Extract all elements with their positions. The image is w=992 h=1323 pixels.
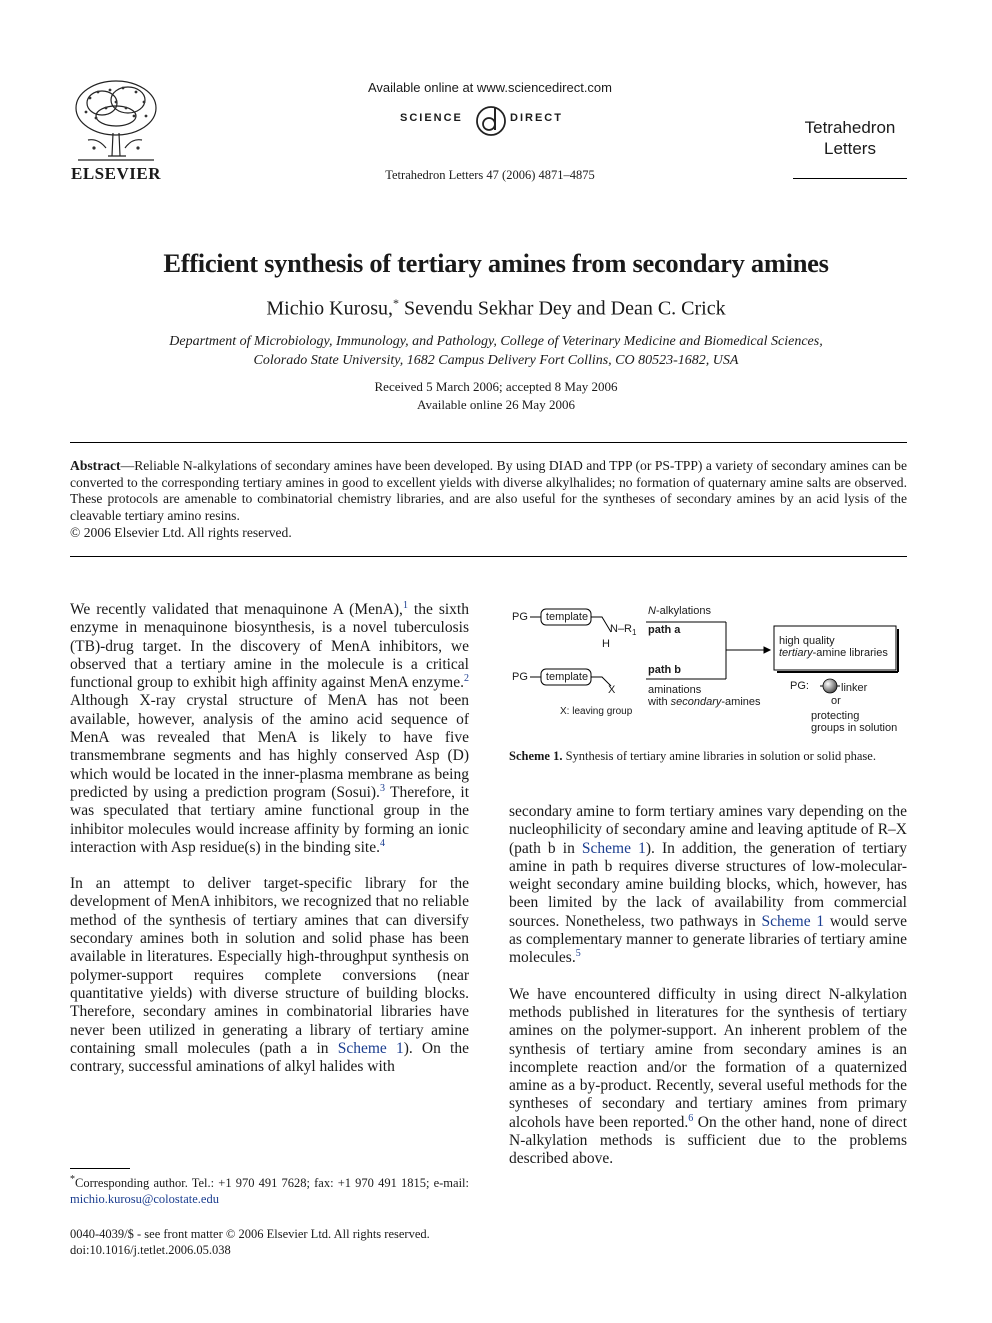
abstract xyxy=(70,458,907,542)
author-kurosu: Michio Kurosu, xyxy=(266,297,394,320)
text-run: ). In addition, the generation of tertiary amine in path b requires diverse structures of low-molecular-weight secondary amine building blocks, which, however, has been limited by the lack of availability from commercial sources. Nonetheless, two pathways in xyxy=(509,839,907,930)
caption-label: Scheme 1. xyxy=(509,749,563,763)
author-others: Sevendu Sekhar Dey and Dean C. Crick xyxy=(399,297,726,320)
journal-rule xyxy=(793,178,907,179)
affiliation-line1: Department of Microbiology, Immunology, and Pathology, College of Veterinary Medicine and Biomedical Sciences, xyxy=(169,334,823,349)
publisher-name: ELSEVIER xyxy=(71,164,161,183)
sciencedirect-logo xyxy=(370,102,610,138)
corresponding-footnote xyxy=(70,1172,469,1207)
paragraph xyxy=(509,986,907,1169)
text-run: -amines xyxy=(721,696,761,708)
received-date: Received 5 March 2006; accepted 8 May 2006 xyxy=(374,379,618,394)
pg-label-3: PG: xyxy=(790,680,809,692)
reference-2[interactable]: 2 xyxy=(464,673,469,685)
h-label: H xyxy=(602,638,610,650)
scheme-1-link[interactable]: Scheme 1 xyxy=(337,1039,404,1057)
text-run: We have encountered difficulty in using direct N-alkylation methods published in literatures for the synthesis of tertiary amines on the polymer-support. An inherent problem of the synthesis of tertiary amine from secondary amines is an incomplete reaction and/or the formation of a quaternized amine as a by-product. Recently, several useful methods for the syntheses of secondary and tertiary amines from primary alcohols have been reported. xyxy=(509,985,907,1131)
footnote-mark: * xyxy=(70,1174,75,1185)
text-run: N–R xyxy=(610,623,633,635)
footnote-text: Corresponding author. Tel.: +1 970 491 7628; fax: +1 970 491 1815; e-mail: xyxy=(75,1176,469,1191)
text-run: Although X-ray crystal structure of MenA has not been available, however, analysis of the amino acid sequence of MenA was revealed that MenA is likely to have five transmembrane segments and has highly conserved Asp (D) which would be located in the inner-plasma membrane as being predicted by using a prediction program (Sosui). xyxy=(70,692,469,801)
text-run: Therefore, it was speculated that tertiary amine functional group in the inhibitor molecules would increase affinity by forming an ionic interaction with Asp residue(s) in the binding site. xyxy=(70,783,469,856)
journal-name xyxy=(780,117,920,159)
article-dates xyxy=(70,378,922,414)
protecting-label: protecting xyxy=(811,710,860,722)
paragraph xyxy=(509,803,907,968)
or-label: or xyxy=(831,695,841,707)
reference-5[interactable]: 5 xyxy=(575,948,581,960)
body-right-column xyxy=(509,803,907,1169)
groups-in-solution-label: groups in solution xyxy=(811,722,898,734)
subscript: 1 xyxy=(632,628,637,638)
front-matter xyxy=(70,1226,510,1258)
text-run: -amine libraries xyxy=(812,647,888,659)
text-run: secondary amine to form tertiary amines vary depending on the nucleophilicity of secondary amine and leaving aptitude of R–X (path b in xyxy=(509,803,907,857)
text-run: We recently validated that menaquinone A (MenA), xyxy=(70,601,403,618)
paragraph xyxy=(70,875,469,1076)
reference-1[interactable]: 1 xyxy=(402,599,408,611)
path-b-label: path b xyxy=(648,664,681,676)
abstract-copyright: © 2006 Elsevier Ltd. All rights reserved. xyxy=(70,525,292,541)
with-secondary-label xyxy=(648,696,761,708)
affiliation-line2: Colorado State University, 1682 Campus Delivery Fort Collins, CO 80523-1682, USA xyxy=(253,353,739,368)
text-run: ). On the contrary, successful aminations of alkyl halides with xyxy=(70,1039,469,1076)
italic-run: N xyxy=(648,605,656,617)
tertiary-libraries-label xyxy=(779,647,888,659)
scheme-1-link[interactable]: Scheme 1 xyxy=(581,839,646,857)
issn-line: 0040-4039/$ - see front matter © 2006 Elsevier Ltd. All rights reserved. xyxy=(70,1227,430,1241)
text-run: In an attempt to deliver target-specific library for the development of MenA inhibitors, we recognized that no reliable method of the synthesis of tertiary amines that can diversify secondary amines both in solution and solid phase has been available in literatures. Especially high-throughput synthesis on polymer-support requires complete conversions (near quantitative yields) with diverse structure of building blocks. Therefore, secondary amines in combinatorial libraries have never been utilized in generating a library of tertiary amine containing small molecules (path a in xyxy=(70,875,469,1057)
journal-citation: Tetrahedron Letters 47 (2006) 4871–4875 xyxy=(385,168,595,182)
text-run: with xyxy=(648,696,671,708)
scheme-caption xyxy=(509,748,907,764)
caption-text: Synthesis of tertiary amine libraries in solution or solid phase. xyxy=(562,749,876,763)
n-r1-label xyxy=(610,623,636,637)
template-label-2: template xyxy=(545,671,589,683)
text-run: would serve as complementary manner to generate libraries of tertiary amine molecules. xyxy=(509,912,907,967)
reference-6[interactable]: 6 xyxy=(688,1112,694,1124)
article-title: Efficient synthesis of tertiary amines from secondary amines xyxy=(163,248,829,278)
abstract-text: —Reliable N-alkylations of secondary amines have been developed. By using DIAD and TPP (or PS-TPP) a variety of secondary amines can be converted to the corresponding tertiary amines in good to excellent yields with diverse alkylhalides; no formation of quaternary amine salts are observed. These protocols are amenable to combinatorial chemistry libraries, and are also useful for the syntheses of secondary amines by an acid lysis of the cleavable tertiary amino resins. xyxy=(70,458,907,523)
reference-4[interactable]: 4 xyxy=(379,837,385,849)
body-left-column xyxy=(70,601,469,1076)
footnote-rule xyxy=(70,1168,130,1169)
path-a-label: path a xyxy=(648,624,681,636)
scheme-1-figure xyxy=(508,598,908,738)
available-online: Available online at www.sciencedirect.com xyxy=(368,80,612,95)
text-run: -alkylations xyxy=(655,605,711,617)
paragraph xyxy=(70,601,469,857)
abstract-label: Abstract xyxy=(70,458,121,473)
reference-3[interactable]: 3 xyxy=(379,782,385,794)
resin-bead-icon xyxy=(823,679,837,693)
sciencedirect-d-icon xyxy=(474,102,508,138)
sd-left-word: SCIENCE xyxy=(400,112,463,124)
linker-label: linker xyxy=(841,682,868,694)
available-date: Available online 26 May 2006 xyxy=(417,397,575,412)
doi-line[interactable]: doi:10.1016/j.tetlet.2006.05.038 xyxy=(70,1243,231,1257)
journal-name-line1: Tetrahedron xyxy=(804,118,896,137)
text-run: On the other hand, none of direct N-alkylation methods is sufficient due to the problems described above. xyxy=(509,1113,907,1168)
pg-label-2: PG xyxy=(512,671,528,683)
text-run: the sixth enzyme in menaquinone biosynthesis, is a novel tuberculosis (TB)-drug target. In the discovery of MenA inhibitors, we observed that a tertiary amine in the molecule is a critical functional group to exhibit high affinity against MenA enzyme. xyxy=(70,601,469,692)
scheme-1-link[interactable]: Scheme 1 xyxy=(761,912,825,930)
abstract-bottom-rule xyxy=(70,556,907,557)
abstract-top-rule xyxy=(70,442,907,443)
author-list xyxy=(40,296,952,321)
x-label: X xyxy=(608,684,616,696)
template-label-1: template xyxy=(545,611,589,623)
high-quality-label: high quality xyxy=(779,635,835,647)
journal-name-line2: Letters xyxy=(824,139,876,158)
pg-label-1: PG xyxy=(512,611,528,623)
leaving-group-note: X: leaving group xyxy=(560,706,633,717)
affiliation xyxy=(70,332,922,370)
n-alkylations-label xyxy=(648,605,711,617)
italic-run: tertiary xyxy=(779,647,813,659)
italic-run: secondary xyxy=(670,696,722,708)
email-link[interactable]: michio.kurosu@colostate.edu xyxy=(70,1192,219,1207)
aminations-label: aminations xyxy=(648,684,702,696)
corresponding-mark: * xyxy=(393,296,400,310)
sd-right-word: DIRECT xyxy=(510,112,563,124)
